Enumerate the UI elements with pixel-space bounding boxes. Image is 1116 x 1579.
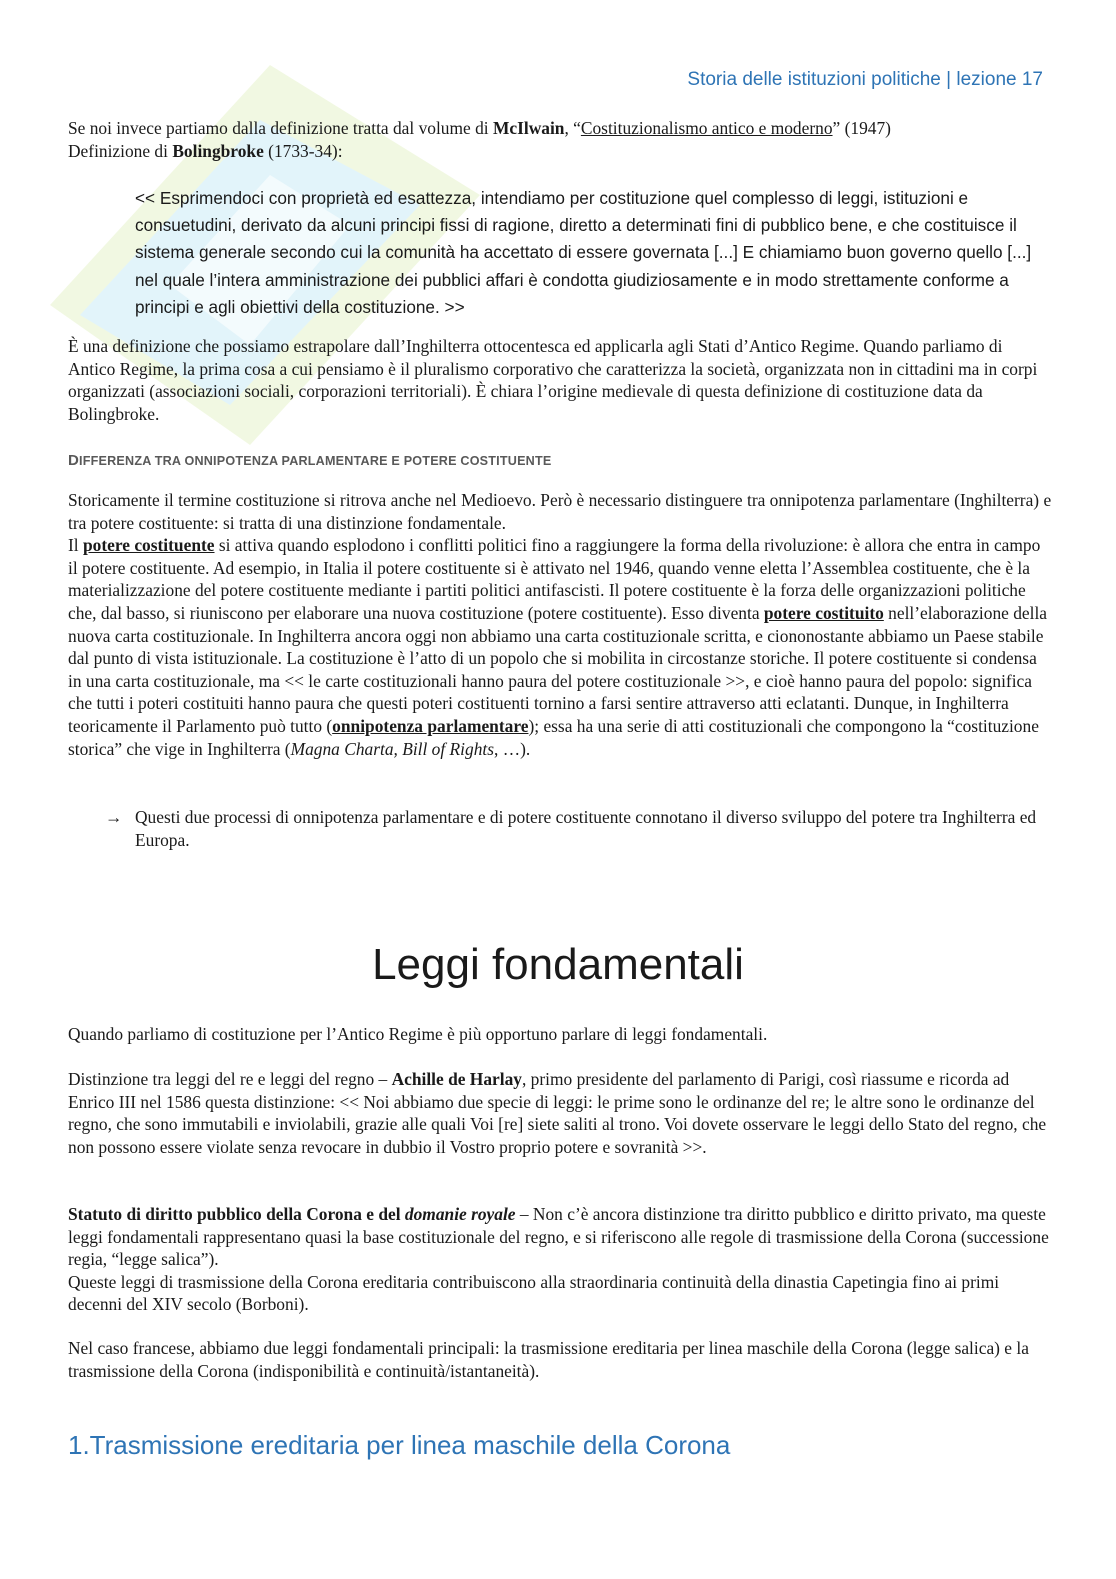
author-bolingbroke: Bolingbroke <box>172 140 264 161</box>
bolingbroke-quote: << Esprimendoci con proprietà ed esattezza, intendiamo per costituzione quel complesso di leggi, istituzioni e consuetudini, derivato da alcuni principi fissi di ragione, diretto a determinati fini di pubblico bene, e che costituisce il sistema generale secondo cui la comunità ha accettato di essere governata [...] E chiamiamo buon governo quello [...] nel quale l’intera amministrazione dei pubblici affari è condotta giudiziosamente e in modo strettamente conforme a principi e agli obiettivi della costituzione. >> <box>135 188 1032 317</box>
statuto-paragraph: Statuto di diritto pubblico della Corona e del domanie royale – Non c’è ancora distinzione tra diritto pubblico e diritto privato, ma queste leggi fondamentali rappresentano quasi la base costituzionale del regno, e si riferiscono alle regole di trasmissione della Corona (successione regia, “legge salica”). Queste leggi di trasmissione della Corona ereditaria contribuiscono alla straordinaria continuità della dinastia Capetingia fino ai primi decenni del XIV secolo (Borboni). <box>68 1203 1053 1316</box>
title-leggi-fondamentali: Leggi fondamentali <box>372 940 744 989</box>
keyword-onnipotenza-parlamentare: onnipotenza parlamentare <box>332 715 529 736</box>
caso-francese-paragraph: Nel caso francese, abbiamo due leggi fondamentali principali: la trasmissione ereditaria per linea maschile della Corona (legge salica) e la trasmissione della Corona (indisponibilità e continuità/istantaneità). <box>68 1338 1029 1381</box>
arrow-note <box>105 806 1055 851</box>
arrow-right-icon: → <box>105 807 123 827</box>
author-harlay: Achille de Harlay <box>391 1069 522 1089</box>
author-mcilwain: McIlwain <box>492 118 565 138</box>
arrow-note-text: Questi due processi di onnipotenza parlamentare e di potere costituente connotano il diverso sviluppo del potere tra Inghilterra ed Europa. <box>135 807 1037 850</box>
keyword-potere-costituito: potere costituito <box>763 602 884 623</box>
differenza-section <box>68 489 1053 760</box>
harlay-paragraph: Distinzione tra leggi del re e leggi del regno – Achille de Harlay, primo presidente del parlamento di Parigi, così riassume e ricorda ad Enrico III nel 1586 questa distinzione: << Noi abbiamo due specie di leggi: le prime sono le ordinanze del re; le altre sono le ordinanze del regno, che sono immutabili e inviolabili, grazie alle quali Voi [re] siete saliti al trono. Voi dovete osservare le leggi dello Stato del regno, che non possono essere violate senza revocare in dubbio il Vostro proprio potere e sovranità >>. <box>68 1069 1047 1157</box>
antico-regime-paragraph: È una definizione che possiamo estrapolare dall’Inghilterra ottocentesca ed applicarla agli Stati d’Antico Regime. Quando parliamo di Antico Regime, la prima cosa a cui pensiamo è il pluralismo corporativo che caratterizza la società, organizzata non in cittadini ma in corpi organizzati (associazioni sociali, corporazioni territoriali). È chiara l’origine medievale di questa definizione di costituzione data da Bolingbroke. <box>68 336 1038 424</box>
book-title: Costituzionalismo antico e moderno <box>580 118 833 138</box>
historic-acts: Magna Charta, Bill of Rights <box>290 738 494 759</box>
leggi-intro: Quando parliamo di costituzione per l’Antico Regime è più opportuno parlare di leggi fondamentali. <box>68 1024 768 1044</box>
potere-costituente-paragraph: Il potere costituente si attiva quando esplodono i conflitti politici fino a raggiungere la forma della rivoluzione: è allora che entra in campo il potere costituente. Ad esempio, in Italia il potere costituente si è attivato nel 1946, quando venne eletta l’Assemblea costituente, che è la materializzazione del potere costituente mediante i partiti politici antifascisti. Il potere costituente è la forza delle organizzazioni politiche che, dal basso, si riuniscono per elaborare una nuova costituzione (potere costituente). Esso diventa potere costituito nell’elaborazione della nuova carta costituzionale. In Inghilterra ancora oggi non abbiamo una carta costituzionale scritta, e ciononostante abbiamo un Paese stabile dal punto di vista istituzionale. La costituzione è l’atto di un popolo che si mobilita in circostanze storiche. Il potere costituente si condensa in una carta costituzionale, ma << le carte costituzionali hanno paura del potere costituzionale >>, e cioè hanno paura del popolo: significa che tutti i poteri costituiti hanno paura che questi poteri costituenti tornino a farsi sentire attraverso atti eclatanti. Dunque, in Inghilterra teoricamente il Parlamento può tutto (onnipotenza parlamentare); essa ha una serie di atti costituzionali che compongono la “costituzione storica” che vige in Inghilterra (Magna Charta, Bill of Rights, …). <box>68 535 1048 759</box>
section-heading-trasmissione: 1.Trasmissione ereditaria per linea maschile della Corona <box>68 1430 731 1460</box>
intro-paragraph: Se noi invece partiamo dalla definizione tratta dal volume di McIlwain, “Costituzionalismo antico e moderno” (1947) Definizione di Bolingbroke (1733-34): <box>68 118 891 161</box>
continuita-paragraph: Queste leggi di trasmissione della Corona ereditaria contribuiscono alla straordinaria continuità della dinastia Capetingia fino ai primi decenni del XIV secolo (Borboni). <box>68 1271 1000 1315</box>
page-header: Storia delle istituzioni politiche | lezione 17 <box>687 69 1043 90</box>
subheading-differenza: DIFFERENZA TRA ONNIPOTENZA PARLAMENTARE E POTERE COSTITUENTE <box>68 452 552 469</box>
keyword-potere-costituente: potere costituente <box>82 535 215 556</box>
differenza-intro: Storicamente il termine costituzione si ritrova anche nel Medioevo. Però è necessario distinguere tra onnipotenza parlamentare (Inghilterra) e tra potere costituente: si tratta di una distinzione fondamentale. <box>68 490 1052 533</box>
